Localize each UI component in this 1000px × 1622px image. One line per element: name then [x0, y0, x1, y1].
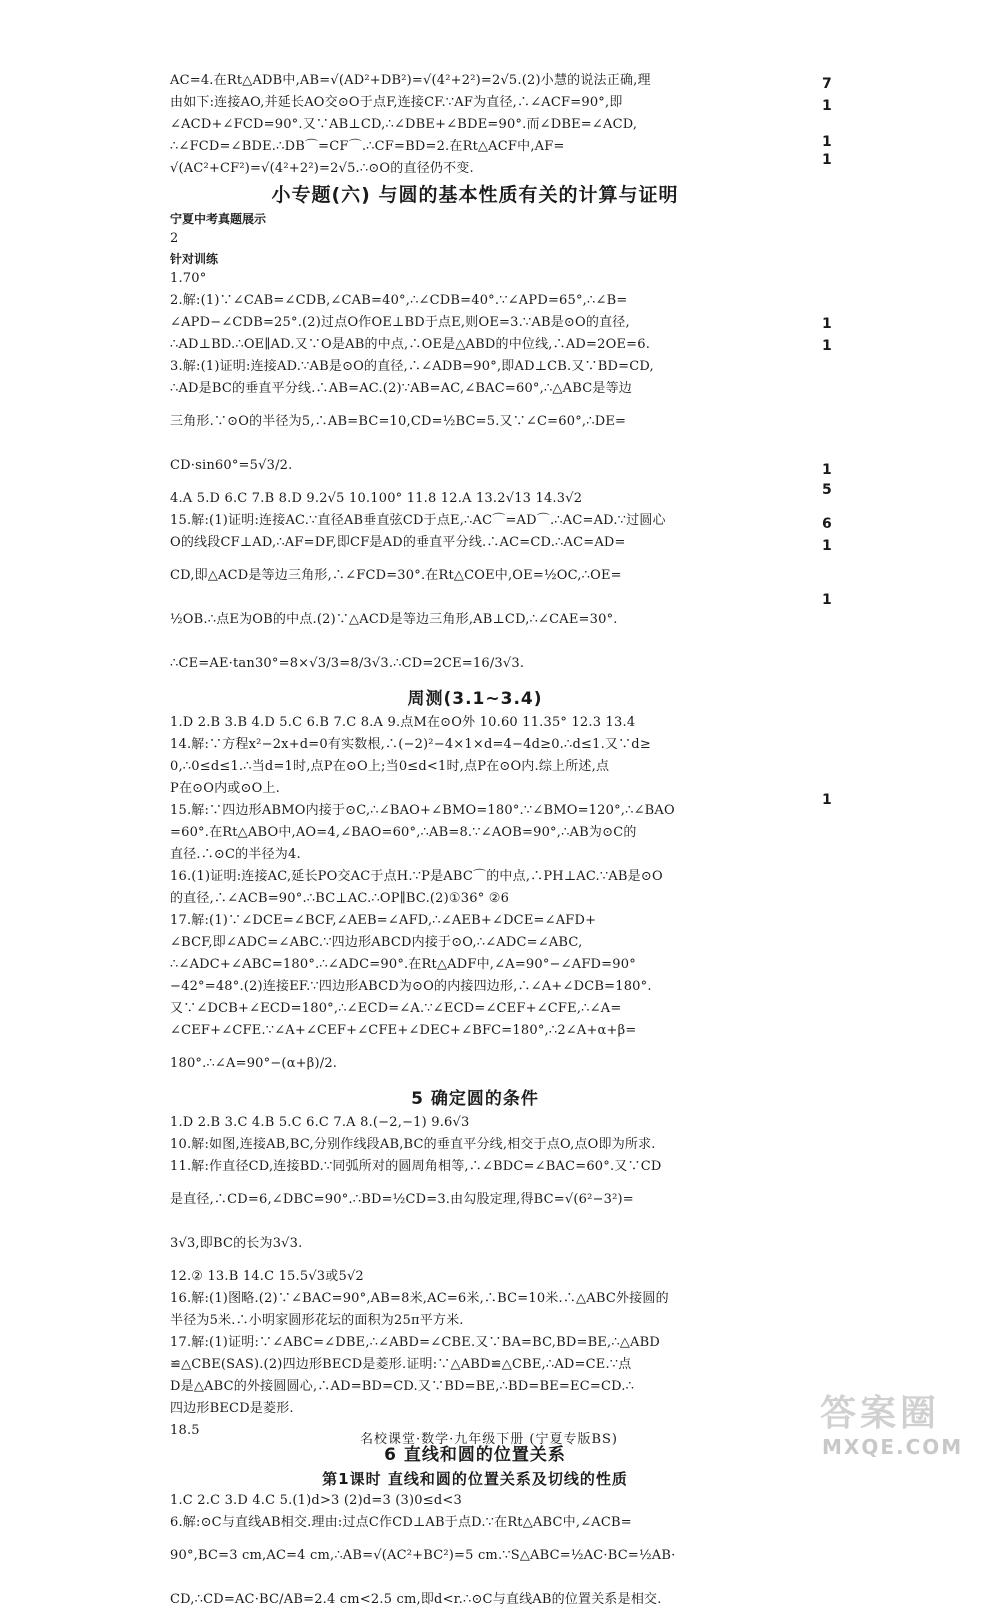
section-title: 6 直线和圆的位置关系 [384, 1445, 566, 1465]
text-line: 1.C 2.C 3.D 4.C 5.(1)d>3 (2)d=3 (3)0≤d<3 [170, 1493, 462, 1508]
margin-mark: 1 [822, 338, 832, 354]
page-footer: 名校课堂·数学·九年级下册 (宁夏专版BS) [360, 1432, 618, 1447]
margin-mark: 1 [822, 152, 832, 168]
text-line: CD·sin60°=5√3/2. [170, 458, 293, 473]
text-line: 四边形BECD是菱形. [170, 1401, 294, 1416]
section-topic-six [170, 180, 780, 686]
text-line: 180°.∴∠A=90°−(α+β)/2. [170, 1056, 338, 1071]
margin-mark: 1 [822, 98, 832, 114]
text-line: 3√3,即BC的长为3√3. [170, 1236, 303, 1251]
text-line: 17.解:(1)∵∠DCE=∠BCF,∠AEB=∠AFD,∴∠AEB+∠DCE=∠AFD+ [170, 913, 597, 928]
text-line: P在⊙O内或⊙O上. [170, 781, 280, 796]
text-line: =60°.在Rt△ABO中,AO=4,∠BAO=60°,∴AB=8.∵∠AOB=90°,∴AB为⊙C的 [170, 825, 637, 840]
text-line: 又∵∠DCB+∠ECD=180°,∴∠ECD=∠A.∵∠ECD=∠CEF+∠CFE,∴∠A= [170, 1001, 622, 1016]
section-subtitle: 第1课时 直线和圆的位置关系及切线的性质 [322, 1470, 628, 1488]
text-line: 15.解:(1)证明:连接AC.∵直径AB垂直弦CD于点E,∴AC⌒=AD⌒.∴AC=AD.∵过圆心 [170, 513, 666, 528]
text-line: ≌△CBE(SAS).(2)四边形BECD是菱形.证明:∵△ABD≌△CBE,∴AD=CE.∵点 [170, 1357, 632, 1372]
text-line: CD,即△ACD是等边三角形,∴∠FCD=30°.在Rt△COE中,OE=½OC,∴OE= [170, 568, 622, 583]
text-line: ∴∠ADC+∠ABC=180°.∴∠ADC=90°.在Rt△ADF中,∠A=90°−∠AFD=90° [170, 957, 636, 972]
text-line: 10.解:如图,连接AB,BC,分别作线段AB,BC的垂直平分线,相交于点O,点O即为所求. [170, 1137, 656, 1152]
text-line: 由如下:连接AO,并延长AO交⊙O于点F,连接CF.∵AF为直径,∴∠ACF=90°,即 [170, 95, 623, 110]
margin-mark: 6 [822, 516, 832, 532]
text-line: ∠CEF+∠CFE.∵∠A+∠CEF+∠CFE+∠DEC+∠BFC=180°,∴2∠A+α+β= [170, 1023, 637, 1038]
section-sublabel: 针对训练 [170, 252, 219, 266]
section-circle-conditions [170, 1086, 780, 1442]
section-sublabel: 宁夏中考真题展示 [170, 212, 267, 226]
text-line: ∴∠FCD=∠BDE.∴DB⌒=CF⌒.∴CF=BD=2.在Rt△ACF中,AF= [170, 139, 565, 154]
text-line: 2 [170, 231, 179, 246]
margin-mark: 1 [822, 592, 832, 608]
text-line: D是△ABC的外接圆圆心,∴AD=BD=CD.又∵BD=BE,∴BD=BE=EC=CD.∴ [170, 1379, 635, 1394]
margin-mark: 1 [822, 134, 832, 150]
section-title: 小专题(六) 与圆的基本性质有关的计算与证明 [271, 184, 679, 206]
text-line: 18.5 [170, 1423, 200, 1438]
text-line: 0,∴0≤d≤1.∴当d=1时,点P在⊙O上;当0≤d<1时,点P在⊙O内.综上所述,点 [170, 759, 610, 774]
text-line: −42°=48°.(2)连接EF.∵四边形ABCD为⊙O的内接四边形,∴∠A+∠DCB=180°. [170, 979, 652, 994]
watermark-url: MXQE.COM [822, 1435, 964, 1459]
watermark-logo [820, 1385, 990, 1465]
section-title: 周测(3.1~3.4) [407, 689, 543, 709]
text-line: ∠BCF,即∠ADC=∠ABC.∵四边形ABCD内接于⊙O,∴∠ADC=∠ABC, [170, 935, 583, 950]
text-line: AC=4.在Rt△ADB中,AB=√(AD²+DB²)=√(4²+2²)=2√5.(2)小慧的说法正确,理 [170, 73, 651, 88]
margin-mark: 5 [822, 482, 832, 498]
text-line: CD,∴CD=AC·BC/AB=2.4 cm<2.5 cm,即d<r.∴⊙C与直线AB的位置关系是相交. [170, 1592, 662, 1607]
text-line: 直径.∴⊙C的半径为4. [170, 847, 301, 862]
text-line: ∴CE=AE·tan30°=8×√3/3=8/3√3.∴CD=2CE=16/3√3. [170, 656, 525, 671]
text-line: 15.解:∵四边形ABMO内接于⊙C,∴∠BAO+∠BMO=180°.∵∠BMO=120°,∴∠BAO [170, 803, 675, 818]
answer-page [170, 70, 780, 1622]
text-line: 16.(1)证明:连接AC,延长PO交AC于点H.∵P是ABC⌒的中点,∴PH⊥AC.∵AB是⊙O [170, 869, 663, 884]
text-line: 90°,BC=3 cm,AC=4 cm,∴AB=√(AC²+BC²)=5 cm.∵S△ABC=½AC·BC=½AB· [170, 1548, 676, 1563]
text-line: 17.解:(1)证明:∵∠ABC=∠DBE,∴∠ABD=∠CBE.又∵BA=BC,BD=BE,∴△ABD [170, 1335, 661, 1350]
text-line: 6.解:⊙C与直线AB相交.理由:过点C作CD⊥AB于点D.∵在Rt△ABC中,∠ACB= [170, 1515, 632, 1530]
text-line: 1.D 2.B 3.C 4.B 5.C 6.C 7.A 8.(−2,−1) 9.6√3 [170, 1115, 470, 1130]
margin-mark: 1 [822, 462, 832, 478]
text-line: 1.D 2.B 3.B 4.D 5.C 6.B 7.C 8.A 9.点M在⊙O外 10.60 11.35° 12.3 13.4 [170, 715, 636, 730]
text-line: ∠ACD+∠FCD=90°.又∵AB⊥CD,∴∠DBE+∠BDE=90°.而∠DBE=∠ACD, [170, 117, 638, 132]
section-title: 5 确定圆的条件 [411, 1089, 539, 1109]
text-line: 3.解:(1)证明:连接AD.∵AB是⊙O的直径,∴∠ADB=90°,即AD⊥CB.又∵BD=CD, [170, 359, 654, 374]
text-line: 4.A 5.D 6.C 7.B 8.D 9.2√5 10.100° 11.8 12.A 13.2√13 14.3√2 [170, 491, 583, 506]
margin-mark: 1 [822, 538, 832, 554]
margin-mark: 1 [822, 792, 832, 808]
margin-mark: 1 [822, 316, 832, 332]
section-weekly-test [170, 686, 780, 1086]
section-line-circle [170, 1442, 780, 1622]
text-line: 14.解:∵方程x²−2x+d=0有实数根,∴(−2)²−4×1×d=4−4d≥0.∴d≤1.又∵d≥ [170, 737, 651, 752]
text-line: ½OB.∴点E为OB的中点.(2)∵△ACD是等边三角形,AB⊥CD,∴∠CAE=30°. [170, 612, 618, 627]
text-line: 半径为5米.∴小明家圆形花坛的面积为25π平方米. [170, 1313, 464, 1328]
text-line: 2.解:(1)∵∠CAB=∠CDB,∠CAB=40°,∴∠CDB=40°.∵∠APD=65°,∴∠B= [170, 293, 628, 308]
watermark-text: 答案圈 [820, 1393, 941, 1434]
text-line: 的直径,∴∠ACB=90°.∴BC⊥AC.∴OP∥BC.(2)①36° ②6 [170, 891, 510, 906]
text-line: 12.② 13.B 14.C 15.5√3或5√2 [170, 1269, 364, 1284]
text-line: O的线段CF⊥AD,∴AF=DF,即CF是AD的垂直平分线.∴AC=CD.∴AC=AD= [170, 535, 626, 550]
text-line: 11.解:作直径CD,连接BD.∵同弧所对的圆周角相等,∴∠BDC=∠BAC=60°.又∵CD [170, 1159, 662, 1174]
text-line: 16.解:(1)图略.(2)∵∠BAC=90°,AB=8米,AC=6米,∴BC=10米.∴△ABC外接圆的 [170, 1291, 669, 1306]
text-line: ∠APD−∠CDB=25°.(2)过点O作OE⊥BD于点E,则OE=3.∵AB是⊙O的直径, [170, 315, 630, 330]
text-line: 是直径,∴CD=6,∠DBC=90°.∴BD=½CD=3.由勾股定理,得BC=√(6²−3²)= [170, 1192, 634, 1207]
text-line: √(AC²+CF²)=√(4²+2²)=2√5.∴⊙O的直径仍不变. [170, 161, 474, 176]
intro-block [170, 70, 780, 180]
text-line: 三角形.∵⊙O的半径为5,∴AB=BC=10,CD=½BC=5.又∵∠C=60°,∴DE= [170, 414, 627, 429]
text-line: ∴AD⊥BD.∴OE∥AD.又∵O是AB的中点,∴OE是△ABD的中位线,∴AD=2OE=6. [170, 337, 651, 352]
margin-mark: 7 [822, 76, 832, 92]
text-line: ∴AD是BC的垂直平分线.∴AB=AC.(2)∵AB=AC,∠BAC=60°,∴△ABC是等边 [170, 381, 632, 396]
text-line: 1.70° [170, 271, 207, 286]
